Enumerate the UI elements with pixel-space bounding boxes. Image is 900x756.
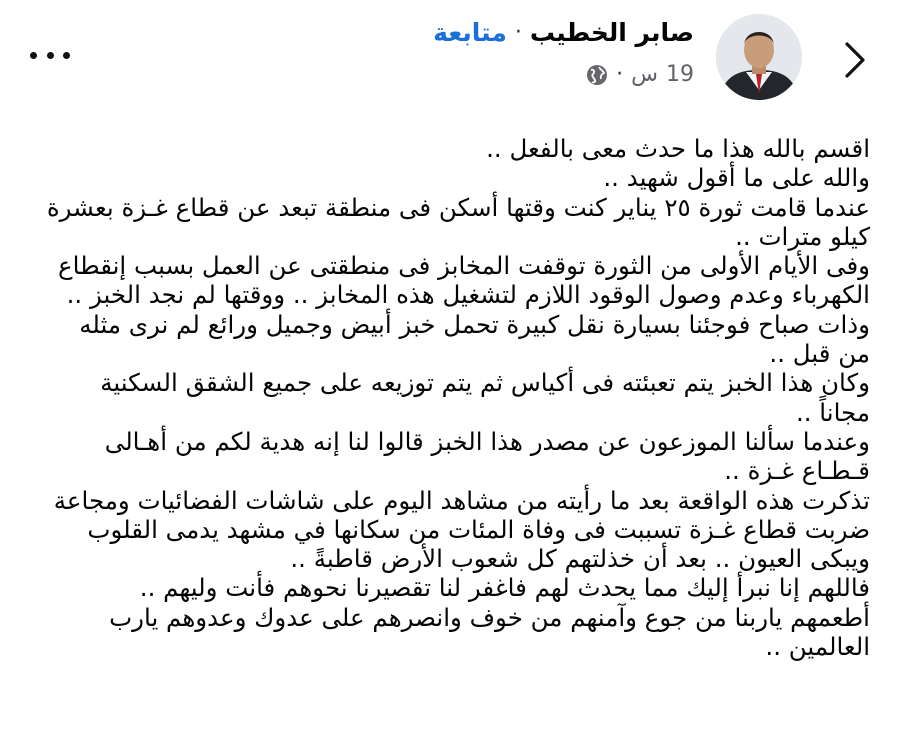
- follow-button[interactable]: متابعة: [433, 18, 507, 47]
- more-horizontal-icon: [63, 52, 70, 59]
- post-line: العالمين ..: [765, 632, 870, 662]
- more-horizontal-icon: [30, 52, 37, 59]
- post-time-number[interactable]: 19: [666, 62, 694, 87]
- post-line: وفى الأيام الأولى من الثورة توقفت المخابز فى منطقتى عن العمل بسبب إنقطاع: [58, 251, 870, 281]
- post-header: [0, 0, 900, 120]
- author-avatar[interactable]: [716, 14, 802, 100]
- back-button[interactable]: [838, 38, 872, 82]
- meta-separator: ·: [616, 62, 624, 87]
- post-line: قـطـاع غـزة ..: [724, 456, 870, 486]
- more-horizontal-icon: [47, 52, 54, 59]
- post-line: وكان هذا الخبز يتم تعبئته فى أكياس ثم يتم توزيعه على جميع الشقق السكنية: [100, 368, 870, 398]
- post-line: وذات صباح فوجئنا بسيارة نقل كبيرة تحمل خبز أبيض وجميل ورائع لم نرى مثله: [79, 309, 870, 339]
- post-line: تذكرت هذه الواقعة بعد ما رأيته من مشاهد اليوم على شاشات الفضائيات ومجاعة: [53, 485, 870, 515]
- post-line: الكهرباء وعدم وصول الوقود اللازم لتشغيل هذه المخابز .. ووقتها لم نجد الخبز ..: [66, 280, 870, 310]
- post-line: ويبكى العيون .. بعد أن خذلتهم كل شعوب الأرض قاطبةً ..: [290, 544, 870, 574]
- avatar-image: [716, 14, 802, 100]
- post-line: ضربت قطاع غـزة تسببت فى وفاة المئات من سكانها في مشهد يدمى القلوب: [87, 514, 870, 544]
- post-line: كيلو مترات ..: [735, 221, 870, 251]
- post-meta: [586, 62, 694, 87]
- author-row: [433, 18, 694, 47]
- post-text: [24, 134, 870, 661]
- post-line: والله على ما أقول شهيد ..: [603, 163, 870, 193]
- author-name[interactable]: صابر الخطيب: [529, 18, 694, 47]
- post-line: من قبل ..: [769, 339, 870, 369]
- post-line: مجاناً ..: [795, 397, 870, 427]
- post-line: عندما قامت ثورة ٢٥ يناير كنت وقتها أسكن فى منطقة تبعد عن قطاع غـزة بعشرة: [46, 192, 870, 222]
- name-separator: ·: [514, 20, 522, 45]
- post-line: اقسم بالله هذا ما حدث معى بالفعل ..: [486, 134, 870, 163]
- post-time-unit: س: [631, 62, 658, 87]
- globe-icon[interactable]: [586, 64, 608, 86]
- post-line: وعندما سألنا الموزعون عن مصدر هذا الخبز قالوا لنا إنه هدية لكم من أهـالى: [104, 426, 870, 456]
- more-options-button[interactable]: [30, 40, 70, 70]
- post-line: فاللهم إنا نبرأ إليك مما يحدث لهم فاغفر لنا تقصيرنا نحوهم فأنت وليهم ..: [139, 573, 870, 603]
- post-line: أطعمهم ياربنا من جوع وآمنهم من خوف وانصرهم على عدوك وعدوهم يارب: [109, 602, 870, 632]
- chevron-right-icon: [843, 40, 867, 80]
